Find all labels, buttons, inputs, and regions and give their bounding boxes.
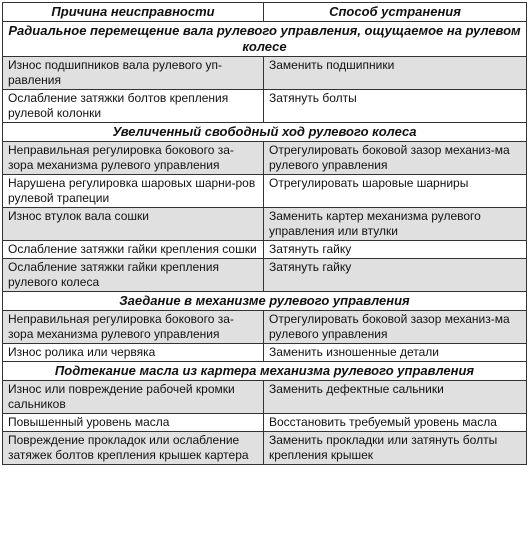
section-title: Заедание в механизме рулевого управления bbox=[3, 292, 527, 311]
table-row bbox=[3, 344, 527, 362]
troubleshooting-table bbox=[2, 2, 527, 465]
troubleshooting-table-container bbox=[2, 2, 526, 465]
section-title: Радиальное перемещение вала рулевого управления, ощущаемое на рулевом колесе bbox=[3, 22, 527, 57]
header-row bbox=[3, 3, 527, 22]
cause-cell: Неправильная регулировка бокового за-зора механизма рулевого управления bbox=[3, 142, 264, 175]
section-title: Подтекание масла из картера механизма рулевого управления bbox=[3, 362, 527, 381]
remedy-cell: Заменить подшипники bbox=[264, 57, 527, 90]
table-row bbox=[3, 57, 527, 90]
cause-cell: Повреждение прокладок или ослабление затяжек болтов крепления крышек картера bbox=[3, 432, 264, 465]
remedy-cell: Отрегулировать боковой зазор механиз-ма рулевого управления bbox=[264, 142, 527, 175]
table-row bbox=[3, 432, 527, 465]
remedy-cell: Заменить прокладки или затянуть болты крепления крышек bbox=[264, 432, 527, 465]
table-row bbox=[3, 208, 527, 241]
cause-cell: Нарушена регулировка шаровых шарни-ров рулевой трапеции bbox=[3, 175, 264, 208]
cause-cell: Повышенный уровень масла bbox=[3, 414, 264, 432]
cause-cell: Износ втулок вала сошки bbox=[3, 208, 264, 241]
remedy-cell: Затянуть болты bbox=[264, 90, 527, 123]
remedy-cell: Затянуть гайку bbox=[264, 259, 527, 292]
remedy-cell: Заменить изношенные детали bbox=[264, 344, 527, 362]
table-row bbox=[3, 241, 527, 259]
section-row bbox=[3, 123, 527, 142]
header-remedy: Способ устранения bbox=[264, 3, 527, 22]
cause-cell: Износ подшипников вала рулевого уп-равления bbox=[3, 57, 264, 90]
remedy-cell: Восстановить требуемый уровень масла bbox=[264, 414, 527, 432]
section-title: Увеличенный свободный ход рулевого колеса bbox=[3, 123, 527, 142]
header-cause: Причина неисправности bbox=[3, 3, 264, 22]
cause-cell: Износ ролика или червяка bbox=[3, 344, 264, 362]
table-row bbox=[3, 381, 527, 414]
table-row bbox=[3, 311, 527, 344]
cause-cell: Ослабление затяжки болтов крепления рулевой колонки bbox=[3, 90, 264, 123]
cause-cell: Неправильная регулировка бокового за-зора механизма рулевого управления bbox=[3, 311, 264, 344]
cause-cell: Ослабление затяжки гайки крепления рулевого колеса bbox=[3, 259, 264, 292]
remedy-cell: Заменить дефектные сальники bbox=[264, 381, 527, 414]
section-row bbox=[3, 292, 527, 311]
table-row bbox=[3, 90, 527, 123]
remedy-cell: Заменить картер механизма рулевого управления или втулки bbox=[264, 208, 527, 241]
section-row bbox=[3, 22, 527, 57]
cause-cell: Износ или повреждение рабочей кромки сальников bbox=[3, 381, 264, 414]
cause-cell: Ослабление затяжки гайки крепления сошки bbox=[3, 241, 264, 259]
table-row bbox=[3, 414, 527, 432]
remedy-cell: Отрегулировать шаровые шарниры bbox=[264, 175, 527, 208]
table-row bbox=[3, 175, 527, 208]
table-row bbox=[3, 142, 527, 175]
section-row bbox=[3, 362, 527, 381]
remedy-cell: Отрегулировать боковой зазор механиз-ма рулевого управления bbox=[264, 311, 527, 344]
table-row bbox=[3, 259, 527, 292]
remedy-cell: Затянуть гайку bbox=[264, 241, 527, 259]
